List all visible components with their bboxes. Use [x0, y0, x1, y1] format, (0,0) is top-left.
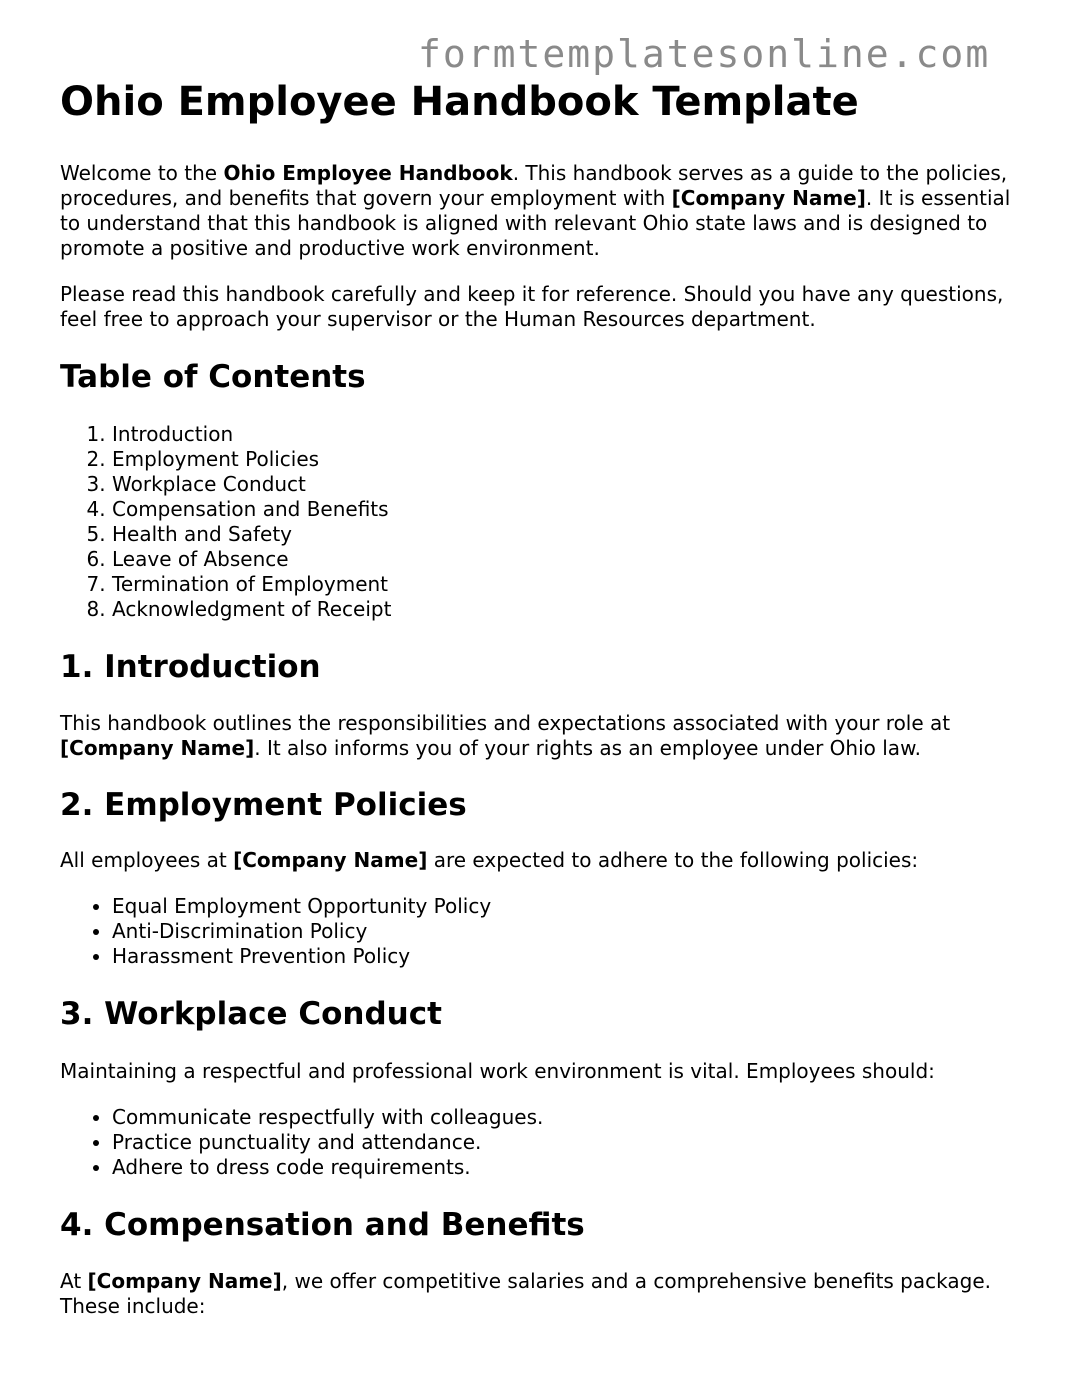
intro-paragraph-1: [60, 161, 1025, 261]
intro-text-3: . It is essential to understand that this handbook is aligned with relevant Ohio state laws and is designed to promote a positive and productive work environment.: [60, 186, 1011, 260]
toc-list: [60, 422, 1025, 622]
list-item: • Harassment Prevention Policy: [112, 944, 1025, 969]
list-item: • Anti-Discrimination Policy: [112, 919, 1025, 944]
toc-item: 2. Employment Policies: [112, 447, 1025, 472]
section-compensation-text: [60, 1269, 1025, 1319]
company-name-placeholder: [Company Name]: [60, 736, 255, 760]
intro-paragraph-2: Please read this handbook carefully and keep it for reference. Should you have any questions, feel free to approach your supervisor or the Human Resources department.: [60, 282, 1004, 331]
list-item: • Practice punctuality and attendance.: [112, 1130, 1025, 1155]
intro-text-1: Welcome to the: [60, 161, 224, 185]
intro-text-2: . This handbook serves as a guide to the policies, procedures, and benefits that govern your employment with: [60, 161, 1008, 210]
handbook-name: Ohio Employee Handbook: [223, 161, 513, 185]
section-employment-policies-heading: 2. Employment Policies: [60, 787, 467, 823]
list-item: • Equal Employment Opportunity Policy: [112, 894, 1025, 919]
workplace-conduct-list: [60, 1105, 1025, 1180]
s1-text-1: This handbook outlines the responsibilities and expectations associated with your role at: [60, 711, 951, 735]
toc-item: 7. Termination of Employment: [112, 572, 1025, 597]
company-name-placeholder: [Company Name]: [87, 1269, 282, 1293]
document-title: Ohio Employee Handbook Template: [60, 79, 859, 125]
watermark: formtemplatesonline.com: [418, 32, 991, 76]
employment-policies-list: [60, 894, 1025, 969]
document-page: [60, 0, 1025, 1319]
toc-item: 8. Acknowledgment of Receipt: [112, 597, 1025, 622]
toc-item: 1. Introduction: [112, 422, 1025, 447]
toc-heading: Table of Contents: [60, 359, 366, 395]
section-workplace-conduct-text: Maintaining a respectful and professional work environment is vital. Employees should:: [60, 1059, 935, 1083]
section-introduction-text: [60, 711, 1025, 761]
section-workplace-conduct-heading: 3. Workplace Conduct: [60, 996, 442, 1032]
toc-item: 4. Compensation and Benefits: [112, 497, 1025, 522]
section-introduction-heading: 1. Introduction: [60, 649, 321, 685]
s1-text-2: . It also informs you of your rights as an employee under Ohio law.: [254, 736, 921, 760]
company-name-placeholder: [Company Name]: [671, 186, 866, 210]
s4-text-1: At: [60, 1269, 88, 1293]
company-name-placeholder: [Company Name]: [233, 848, 428, 872]
list-item: • Communicate respectfully with colleagues.: [112, 1105, 1025, 1130]
toc-item: 5. Health and Safety: [112, 522, 1025, 547]
section-compensation-heading: 4. Compensation and Benefits: [60, 1207, 585, 1243]
s4-text-2: , we offer competitive salaries and a comprehensive benefits package. These include:: [60, 1269, 991, 1318]
toc-item: 3. Workplace Conduct: [112, 472, 1025, 497]
toc-item: 6. Leave of Absence: [112, 547, 1025, 572]
list-item: • Adhere to dress code requirements.: [112, 1155, 1025, 1180]
s2-text-1: All employees at: [60, 848, 234, 872]
section-employment-policies-text: [60, 848, 1025, 873]
s2-text-2: are expected to adhere to the following policies:: [427, 848, 919, 872]
